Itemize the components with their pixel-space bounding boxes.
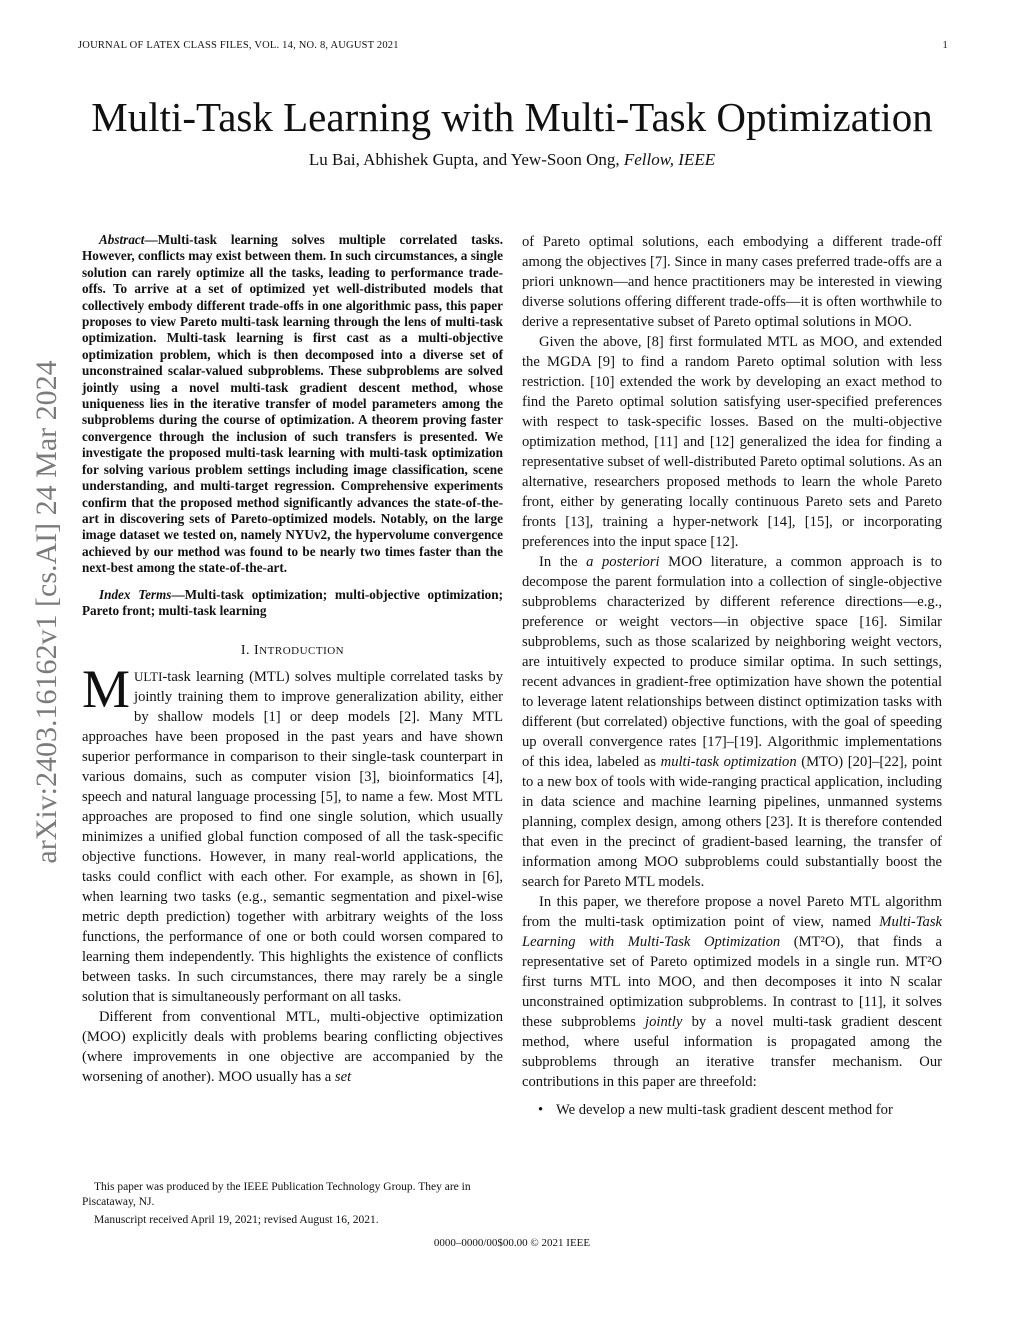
footnote-2: Manuscript received April 19, 2021; revised August 16, 2021.	[94, 1214, 379, 1226]
page-number: 1	[942, 40, 948, 51]
intro-paragraph-1	[82, 659, 503, 1007]
running-header	[78, 40, 948, 56]
author-names: Lu Bai, Abhishek Gupta, and Yew-Soon Ong,	[308, 150, 620, 169]
right-paragraph-1: of Pareto optimal solutions, each embodying a different trade-off among the objectives [7]. Since in many cases preferred trade-offs are a priori unknown—and hence practitioners may be interested in viewing diverse solutions offering different trade-offs—it is often worthwhile to derive a representative subset of Pareto optimal solutions in MOO.	[522, 234, 942, 330]
journal-header: JOURNAL OF LATEX CLASS FILES, VOL. 14, NO. 8, AUGUST 2021	[78, 40, 399, 51]
paper-title: Multi-Task Learning with Multi-Task Optimization	[91, 94, 933, 140]
index-terms	[82, 587, 503, 620]
intro-p1-text: -task learning (MTL) solves multiple correlated tasks by jointly training them to improve generalization ability, either by shallow models [1] or deep models [2]. Many MTL approaches have been proposed in the past years and have shown superior performance in comparison to their single-task counterpart in various domains, such as computer vision [3], bioinformatics [4], speech and natural language processing [5], to name a few. Most MTL approaches are proposed to find one single solution, which usually minimizes a unified global function composed of all the task-specific objective functions. However, in many real-world applications, the tasks could conflict with each other. For example, as shown in [6], when learning two tasks (e.g., semantic segmentation and pixel-wise metric depth prediction) together with arbitrary weights of the loss functions, the performance of one or both could worsen compared to learning them independently. This highlights the existence of conflicts between tasks. In such circumstances, there may rarely be a single solution that is simultaneously performant on all tasks.	[82, 669, 503, 1006]
footnotes	[82, 1180, 503, 1232]
left-column	[82, 232, 503, 1087]
abstract-label: Abstract	[99, 232, 145, 247]
abstract-text: —Multi-task learning solves multiple correlated tasks. However, conflicts may exist between them. In such circumstances, a single solution can rarely optimize all the tasks, leading to performance trade-offs. To arrive at a set of optimized yet well-distributed models that collectively embody different trade-offs in one algorithmic pass, this paper proposes to view Pareto multi-task learning through the lens of multi-task optimization. Multi-task learning is first cast as a multi-objective optimization problem, which is then decomposed into a diverse set of unconstrained scalar-valued subproblems. These subproblems are solved jointly using a novel multi-task gradient descent method, whose uniqueness lies in the iterative transfer of model parameters among the subproblems during the course of optimization. A theorem proving faster convergence through the inclusion of such transfers is presented. We investigate the proposed multi-task learning with multi-task optimization for solving various problem settings including image classification, scene understanding, and multi-target regression. Comprehensive experiments confirm that the proposed method significantly advances the state-of-the-art in discovering sets of Pareto-optimized models. Notably, on the large image dataset we tested on, namely NYUv2, the hypervolume convergence achieved by our method was found to be nearly two times faster than the next-best among the state-of-the-art.	[82, 232, 503, 576]
intro-lead: ULTI	[134, 669, 163, 685]
section-heading-introduction: I. INTRODUCTION	[240, 643, 345, 659]
abstract	[82, 232, 503, 577]
dropcap: M	[82, 659, 131, 720]
index-terms-label: Index Terms	[99, 586, 172, 602]
right-paragraph-2: Given the above, [8] first formulated MTL as MOO, and extended the MGDA [9] to find a random Pareto optimal solution with less restriction. [10] extended the work by developing an exact method to find the Pareto optimal solution satisfying user-specified preferences with respect to task-specific losses. Based on the multi-objective optimization method, [11] and [12] generalized the idea for finding a representative subset of well-distributed Pareto optimal solutions. As an alternative, researchers proposed methods to learn the whole Pareto front, either by generating locally continuous Pareto sets and Pareto fronts [13], training a hyper-network [14], [15], or incorporating preferences into the input space [12].	[522, 334, 942, 550]
right-paragraph-3: In the a posteriori MOO literature, a common approach is to decompose the parent formulation into a collection of single-objective subproblems characterized by different reference directions—e.g., preference or weight vectors—in objective space [16]. Similar subproblems, such as those scalarized by neighboring weight vectors, are intuitively expected to produce similar optima. In such settings, recent advances in gradient-free optimization have shown the potential to leverage latent relationships between distinct optimization tasks with different (but correlated) objective functions, with the goal of speeding up overall convergence rates [17]–[19]. Algorithmic implementations of this idea, labeled as multi-task optimization (MTO) [20]–[22], point to a new box of tools with wide-ranging practical application, including in data science and machine learning pipelines, unmanned systems planning, complex design, among others [23]. It is therefore contended that even in the precinct of gradient-based learning, the transfer of information among MOO subproblems could substantially boost the search for Pareto MTL models.	[522, 554, 943, 890]
intro-paragraph-2: Different from conventional MTL, multi-objective optimization (MOO) explicitly deals with problems bearing conflicting objectives (where improvements in one objective are accompanied by the worsening of another). MOO usually has a set	[82, 1009, 503, 1086]
arxiv-stamp-text: arXiv:2403.16162v1 [cs.AI] 24 Mar 2024	[30, 360, 63, 864]
author-suffix: Fellow, IEEE	[623, 150, 716, 169]
right-column	[522, 232, 942, 1120]
copyright-footer: 0000–0000/00$00.00 © 2021 IEEE	[433, 1237, 591, 1249]
right-paragraph-4: In this paper, we therefore propose a novel Pareto MTL algorithm from the multi-task optimization point of view, named Multi-Task Learning with Multi-Task Optimization (MT²O), that finds a representative set of Pareto optimized models in a single run. MT²O first turns MTL into MOO, and then decomposes it into N scalar unconstrained optimization subproblems. In contrast to [11], it solves these subproblems jointly by a novel multi-task gradient descent method, where useful information is propagated among the subproblems through an iterative transfer mechanism. Our contributions in this paper are threefold:	[522, 894, 943, 1090]
index-terms-text: —Multi-task optimization; multi-objective optimization; Pareto front; multi-task learning	[82, 586, 503, 618]
author-line	[0, 150, 1024, 170]
contribution-bullet-1: • We develop a new multi-task gradient descent method for	[538, 1102, 893, 1118]
arxiv-stamp	[22, 262, 72, 962]
bullet-dot-icon: •	[538, 1102, 544, 1118]
footnote-1: This paper was produced by the IEEE Publication Technology Group. They are in Piscataway, NJ.	[82, 1181, 471, 1208]
